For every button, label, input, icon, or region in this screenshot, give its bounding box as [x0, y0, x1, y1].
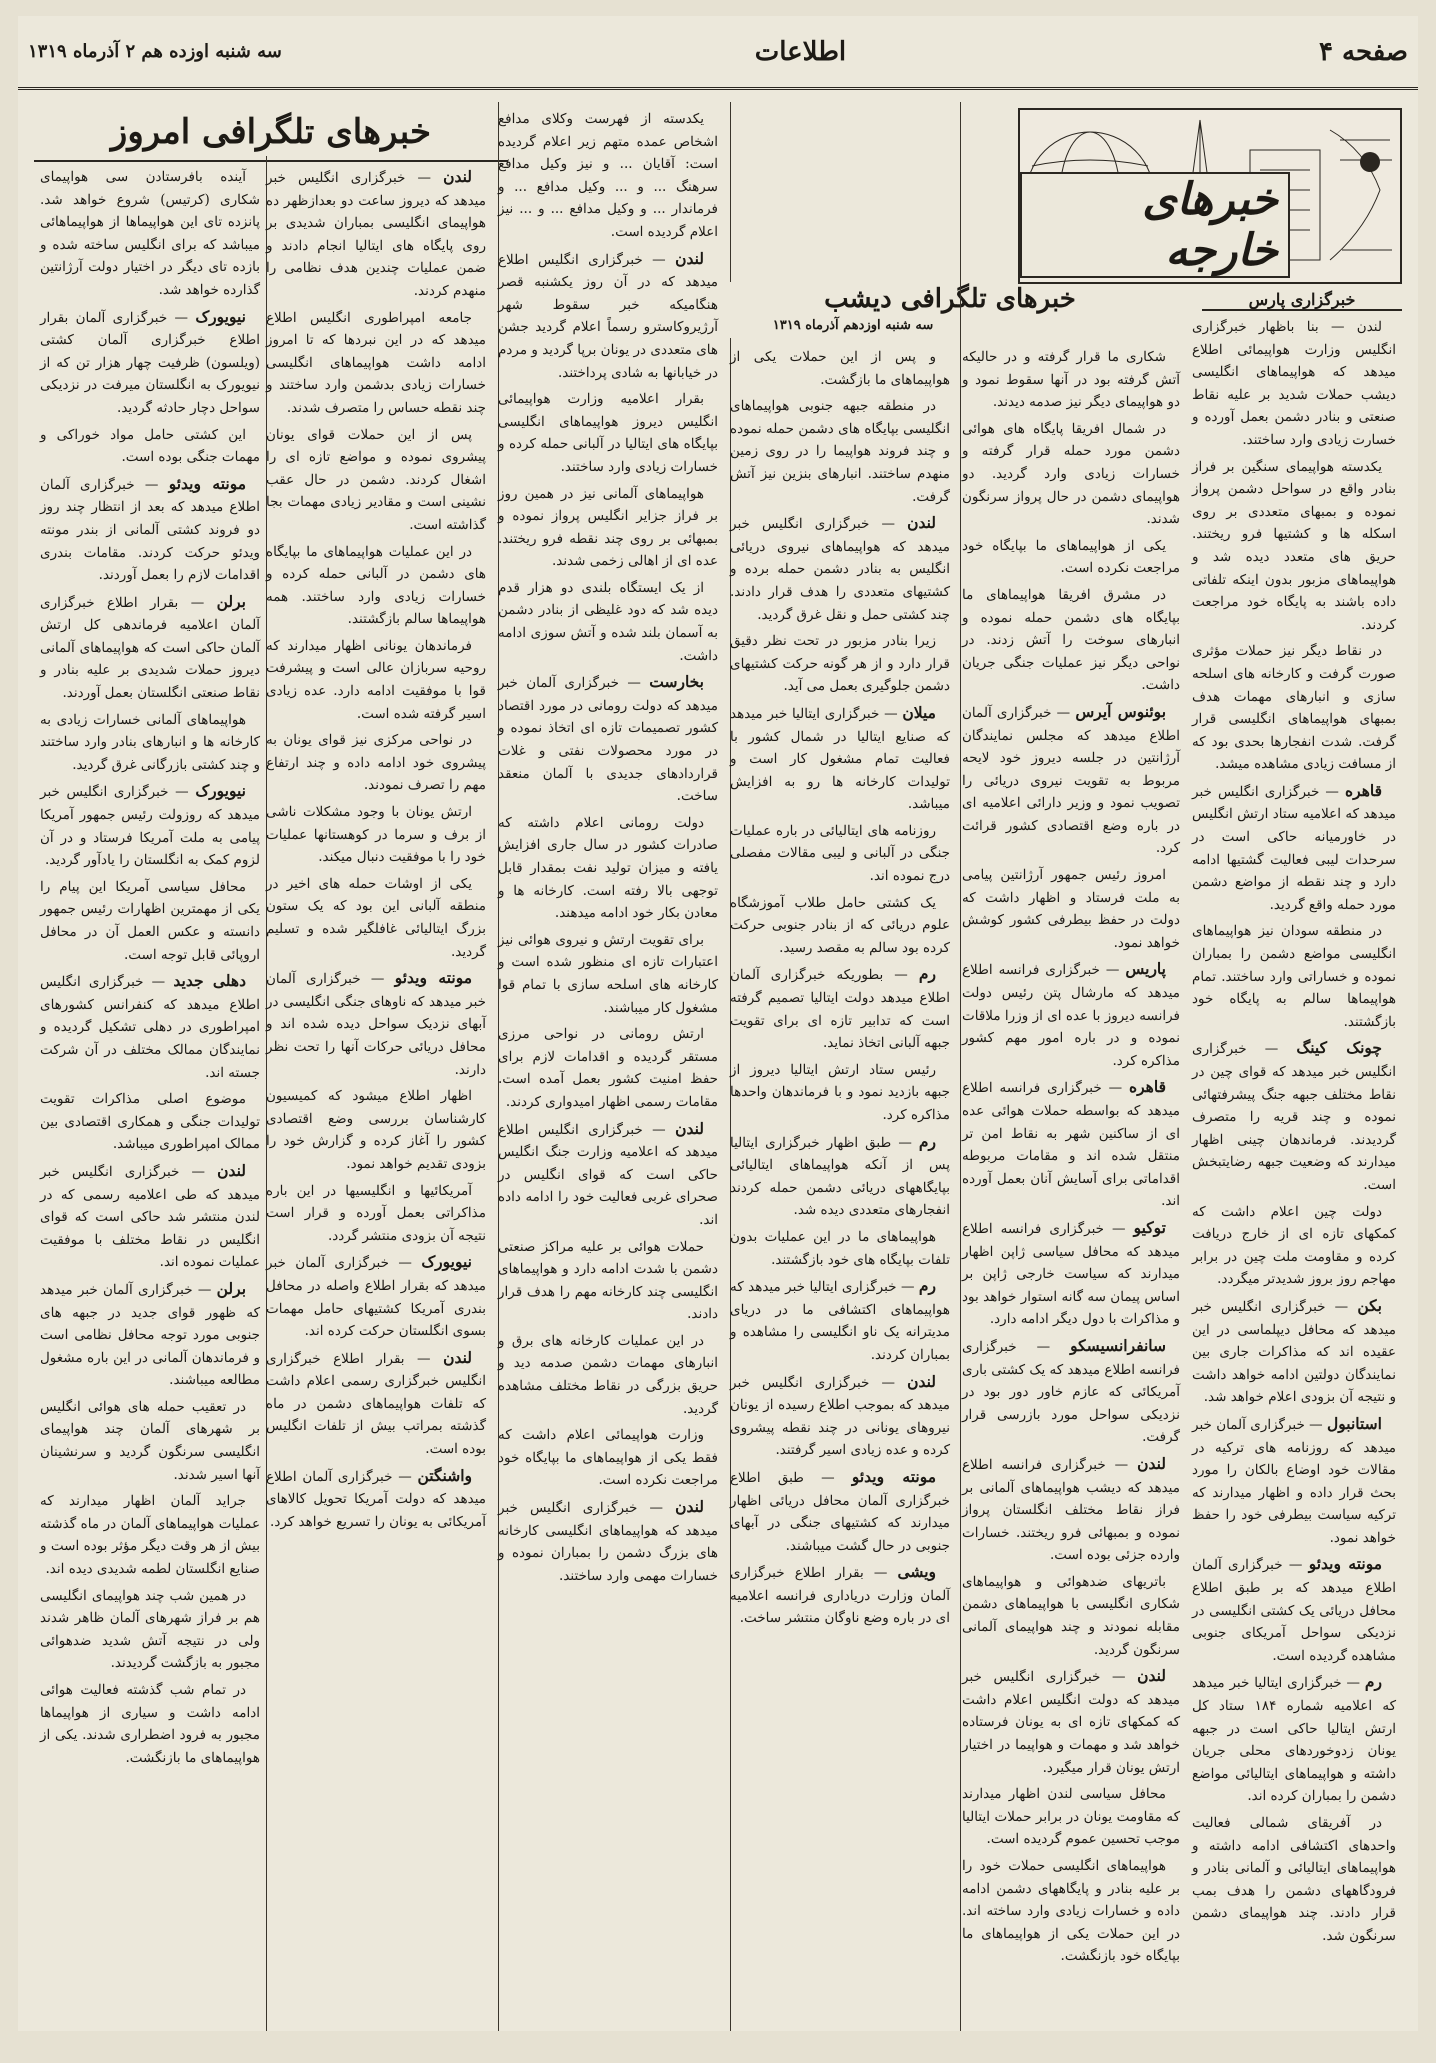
news-item	[40, 1088, 260, 1156]
news-text: — خبرگزاری آلمان اطلاع میدهد که دولت آمریکا تحویل کالاهای آمریکائی به یونان را تسریع خواهد کرد.	[266, 1468, 486, 1530]
news-item	[498, 812, 718, 925]
news-text: — خبرگزاری انگلیس خبر میدهد که هواپیماهای نیروی دریائی انگلیس به بنادر دشمن حمله برده و کشتیهای متعددی را هدف قرار دادند. چند کشتی حمل و نقل غرق گردید.	[730, 516, 950, 623]
news-dateline: لندن	[675, 1118, 704, 1138]
news-dateline: لندن	[217, 1160, 246, 1180]
news-dateline: لندن	[443, 167, 472, 186]
news-text: حملات هوائی بر علیه مراکز صنعتی دشمن با شدت ادامه دارد و هواپیماهای انگلیسی چند کارخانه مهم را هدف قرار دادند.	[498, 1238, 718, 1323]
news-item	[962, 1453, 1180, 1567]
news-column-3	[724, 346, 956, 2031]
news-item	[730, 1131, 950, 1222]
news-text: — خبرگزاری انگلیس اطلاع میدهد که در آن روز یکشنبه قصر هنگامیکه خبر سقوط شهر آرژیروکاسترو رسماً اعلام گردید جشن های متعددی در یونان برپا گردید و مردم در خیابانها به شادی پرداختند.	[498, 251, 718, 381]
news-text: بقرار اعلامیه وزارت هواپیمائی انگلیس دیروز هواپیماهای انگلیسی بپایگاه های ایتالیا در آلبانی حمله کرده و خسارات زیادی وارد ساختند.	[498, 391, 718, 475]
news-text: جراید آلمان اظهار میدارند که عملیات هواپیماهای آلمان در ماه گذشته بیش از هر وقت دیگر مؤثر بوده است و صنایع انگلستان لطمه شدیدی دیده اند.	[40, 1493, 260, 1578]
news-dateline: پاریس	[1125, 959, 1166, 979]
news-text: — خبرگزاری آلمان اطلاع میدهد که بعد از انتظار چند روز دو فروند کشتی آلمانی از بندر مونته ویدئو حرکت کردند. مقامات بندری اقدامات لازم را بعمل آوردند.	[40, 476, 260, 584]
news-text: ارتش یونان با وجود مشکلات ناشی از برف و سرما در کوهستانها عملیات خود را با موفقیت دنبال میکند.	[266, 804, 486, 866]
news-text: از یک ایستگاه بلندی دو هزار قدم دیده شد که دود غلیظی از بنادر دشمن به آسمان بلند شده و آتش سوزی ادامه داشت.	[498, 579, 718, 664]
news-item	[266, 1180, 486, 1248]
news-text: — خبرگزاری ایتالیا خبر میدهد که اعلامیه شماره ۱۸۴ ستاد کل ارتش ایتالیا حاکی است در جبهه یونان زدوخوردهای محلی جریان داشته و هواپیماهای ایتالیائی مواضع دشمن را بمباران کرده اند.	[1192, 1675, 1397, 1805]
news-text: — طبق اظهار خبرگزاری ایتالیا پس از آنکه هواپیماهای ایتالیائی بپایگاههای دریائی دشمن حمله کردند انفجارهای متعددی دیده شد.	[730, 1134, 950, 1219]
news-text: در تعقیب حمله های هوائی انگلیس بر شهرهای آلمان چند هواپیمای انگلیسی سرنگون گردید و سرنشینان آنها اسیر شدند.	[40, 1398, 260, 1483]
news-text: — خبرگزاری انگلیس خبر میدهد که هواپیماهای انگلیسی کارخانه های بزرگ دشمن را بمباران نموده و خسارات مهمی وارد ساختند.	[498, 1500, 718, 1584]
news-item	[962, 1855, 1180, 1968]
masthead	[18, 16, 1418, 90]
news-dateline: بکن	[1357, 1295, 1382, 1315]
news-item	[266, 541, 486, 631]
newspaper-name: اطلاعات	[754, 36, 847, 67]
news-item	[498, 929, 718, 1019]
news-text: — خبرگزاری فرانسه اطلاع میدهد که مارشال پتن رئیس دولت فرانسه دیروز با عده ای از وزرا ملاقات نموده و در باره امور مهم کشور مذاکره کرد.	[962, 962, 1180, 1069]
news-dateline: لندن	[907, 1371, 936, 1391]
news-text: در شمال افریقا پایگاه های هوائی دشمن مورد حمله قرار گرفته و خسارات زیادی وارد گردید. دو هواپیمای دشمن در حال پرواز سرنگون شدند.	[962, 420, 1180, 528]
news-item	[40, 780, 260, 871]
news-item	[498, 108, 718, 244]
news-column-5	[260, 166, 492, 2031]
news-item	[498, 1496, 718, 1587]
news-dateline: قاهره	[1345, 780, 1382, 800]
news-item	[962, 584, 1180, 697]
news-item	[962, 1783, 1180, 1851]
column-rule	[730, 102, 731, 282]
news-item	[266, 801, 486, 869]
news-item	[498, 483, 718, 573]
news-text: — خبرگزاری انگلیس خبر میدهد که بموجب اطلاع رسیده از یونان نیروهای یونانی در چند نقطه پیشروی کرده و عده زیادی اسیر گرفتند.	[730, 1374, 950, 1459]
news-text: — خبرگزاری آلمان خبر میدهد که بقرار اطلاع واصله در محافل بندری آمریکا کشتیهای حامل مهمات بسوی انگلستان حرکت کرده اند.	[266, 1255, 486, 1340]
news-column-1	[1186, 316, 1402, 2031]
news-item	[730, 1466, 950, 1557]
news-item	[266, 1251, 486, 1342]
news-item	[498, 577, 718, 667]
news-item	[1192, 456, 1396, 637]
news-text: اظهار اطلاع میشود که کمیسیون کارشناسان بررسی وضع اقتصادی کشور را آغاز کرده و گزارش خود را بزودی تقدیم خواهد نمود.	[266, 1088, 486, 1172]
news-text: یکدسته هواپیمای سنگین بر فراز بنادر واقع در سواحل دشمن پرواز نموده و بمبهای متعددی بر روی اسکله ها و کشتیها فرو ریختند. حریق های متعدد دیده شد و هواپیماهای مزبور بدون اینکه تلفاتی داده باشند به پایگاه خود مراجعت کردند.	[1192, 458, 1396, 633]
news-text: — خبرگزاری انگلیس خبر میدهد که دولت انگلیس اعلام داشت که کمکهای تازه ای به یونان فرستاده خواهد شد و مهمات و هواپیما در اختیار ارتش یونان قرار میگیرد.	[962, 1669, 1180, 1776]
news-item	[40, 1278, 260, 1392]
news-text: هواپیماهای آلمانی نیز در همین روز بر فراز جزایر انگلیس پرواز نموده و بمبهائی بر روی چند نقطه فرو ریختند. عده ای از اهالی زخمی شدند.	[498, 485, 718, 570]
news-item	[40, 1585, 260, 1675]
news-text: برای تقویت ارتش و نیروی هوائی نیز اعتبارات تازه ای منظور شده است و کارخانه های اسلحه سازی با تمام قوا مشغول کار میباشند.	[498, 931, 718, 1016]
news-dateline: لندن	[443, 1347, 472, 1367]
news-item	[40, 970, 260, 1084]
today-headline: خبرهای تلگرافی امروز	[34, 112, 508, 162]
news-item	[40, 1160, 260, 1274]
news-item	[962, 1335, 1180, 1449]
news-item	[1192, 1413, 1396, 1550]
news-item	[1192, 780, 1396, 917]
news-item	[962, 701, 1180, 860]
news-text: هواپیماهای آلمانی خسارات زیادی به کارخانه ها و انبارهای بنادر وارد ساختند و چند کشتی بازرگانی غرق گردید.	[40, 711, 260, 773]
news-text: رئیس ستاد ارتش ایتالیا دیروز از جبهه بازدید نمود و با فرماندهان واحدها مذاکره کرد.	[730, 1061, 950, 1123]
news-dateline: مونته ویدئو	[851, 1466, 937, 1486]
news-item	[266, 1347, 486, 1461]
news-dateline: نیویورک	[195, 306, 246, 326]
news-text: در آفریقای شمالی فعالیت واحدهای اکتشافی ادامه داشته و هواپیماهای ایتالیائی و آلمانی بنادر و فرودگاههای دشمن را هدف بمب قرار دادند. چند هواپیمای دشمن سرنگون شد.	[1192, 1815, 1396, 1944]
news-text: — خبرگزاری فرانسه اطلاع میدهد که محافل سیاسی ژاپن اظهار میدارند که سیاست خارجی ژاپن بر اساس پیمان سه گانه استوار خواهد بود و مذاکرات با دول دیگر ادامه دارد.	[962, 1220, 1180, 1328]
news-item	[40, 166, 260, 302]
news-text: یکی از هواپیماهای ما بپایگاه خود مراجعت نکرده است.	[962, 537, 1180, 577]
news-text: فرماندهان یونانی اظهار میدارند که روحیه سربازان عالی است و پیشرفت قوا با موفقیت ادامه دارد. عده زیادی اسیر گرفته شده است.	[266, 637, 486, 722]
news-text: — خبرگزاری فرانسه اطلاع میدهد که دیشب هواپیماهای آلمانی بر فراز نقاط مختلف انگلستان پرواز نموده و بمبهائی فرو ریختند. خسارات وارده جزئی بوده است.	[962, 1456, 1180, 1564]
news-text: — خبرگزاری ایتالیا خبر میدهد که صنایع ایتالیا در شمال کشور با فعالیت تمام مشغول کار است و تولیدات کارخانه ها رو به افزایش میباشد.	[730, 705, 950, 813]
news-item	[498, 1236, 718, 1326]
news-text: در مشرق افریقا هواپیماهای ما بپایگاه های دشمن حمله نموده و انبارهای سوخت را آتش زدند. در نواحی دیگر نیز عملیات جنگی جریان داشت.	[962, 586, 1180, 694]
pars-agency-label: خبرگزاری پارس	[1202, 290, 1402, 311]
news-item	[962, 1571, 1180, 1661]
news-text: دولت چین اعلام داشت که کمکهای تازه ای از خارج دریافت کرده و مقاومت ملت چین در برابر مهاجم روز بروز شدیدتر میگردد.	[1192, 1203, 1396, 1288]
news-column-4	[492, 108, 724, 2031]
news-text: — خبرگزاری انگلیس خبر میدهد که دیروز ساعت دو بعدازظهر ده هواپیمای انگلیسی بمباران شدیدی بر روی پایگاه های ایتالیا انجام دادند و ضمن عملیات چندین هدف نظامی را منهدم کردند.	[266, 170, 486, 299]
news-text: — خبرگزاری انگلیس خبر میدهد که طی اعلامیه رسمی که در لندن منتشر شد حاکی است که قوای انگلیس در نقاط مختلف با موفقیت عملیات نموده اند.	[40, 1163, 260, 1271]
news-item	[40, 424, 260, 469]
news-dateline: توکیو	[1133, 1217, 1166, 1237]
news-dateline: لندن	[1137, 1453, 1166, 1473]
news-item	[266, 873, 486, 963]
news-text: یکدسته از فهرست وکلای مدافع اشخاص عمده متهم زیر اعلام گردیده است: آقایان ... و نیز وکیل مدافع سرهنگ ... و ... وکیل مدافع ... و فرماندار ... و وکیل مدافع ... و ... نیز اعلام گردیده است.	[498, 111, 718, 240]
news-dateline: مونته ویدئو	[1308, 1554, 1383, 1574]
news-item	[730, 1275, 950, 1366]
news-item	[730, 892, 950, 960]
news-text: هواپیماهای انگلیسی حملات خود را بر علیه بنادر و پایگاههای دشمن ادامه داده و خسارات زیادی وارد ساخته اند. در این حملات یکی از هواپیماهای ما بپایگاه خود بازنگشت.	[962, 1858, 1180, 1965]
news-item	[730, 1371, 950, 1462]
news-dateline: لندن	[675, 1497, 704, 1517]
news-text: در این عملیات هواپیماهای ما بپایگاه های دشمن در آلبانی حمله کرده و خسارات زیادی وارد ساختند. همه هواپیماها سالم بازگشتند.	[266, 543, 486, 628]
news-text: — خبرگزاری آلمان بقرار اطلاع خبرگزاری آلمان کشتی (ویلسون) ظرفیت چهار هزار تن که از نیویورک به انگلستان میرفت در نزدیکی سواحل دچار حادثه گردید.	[40, 309, 260, 416]
news-dateline: سانفرانسیسکو	[1070, 1335, 1167, 1355]
news-item	[266, 1085, 486, 1175]
news-text: در نقاط دیگر نیز حملات مؤثری صورت گرفت و کارخانه های اسلحه سازی و انبارهای مهمات هدف بمبهای هواپیماهای انگلیسی قرار گرفت. شدت انفجارها بحدی بود که از مسافت زیادی مشاهده میشد.	[1192, 643, 1396, 773]
news-item	[498, 388, 718, 478]
news-item	[498, 1330, 718, 1420]
news-column-2	[956, 346, 1186, 2031]
news-item	[962, 346, 1180, 414]
news-item	[40, 1490, 260, 1580]
news-text: — خبرگزاری ایتالیا خبر میدهد که هواپیماهای اکتشافی ما در دریای مدیترانه یک ناو انگلیسی را مشاهده و بمباران کردند.	[730, 1279, 950, 1363]
news-item	[266, 424, 486, 537]
news-text: — خبرگزاری آلمان خبر میدهد که ناوهای جنگی انگلیسی در آبهای نزدیک سواحل دیده شده اند و محافل دریائی حرکات آنها را تحت نظر دارند.	[266, 971, 486, 1078]
news-text: ارتش رومانی در نواحی مرزی مستقر گردیده و اقدامات لازم برای حفظ امنیت کشور بعمل آمده است. مقامات رسمی اظهار امیدواری کردند.	[498, 1026, 718, 1110]
issue-date: سه شنبه اوزده هم ۲ آذرماه ۱۳۱۹	[28, 41, 282, 62]
news-item	[730, 963, 950, 1054]
news-item	[40, 306, 260, 420]
news-text: — خبرگزاری انگلیس اطلاع میدهد که کنفرانس کشورهای امپراطوری در دهلی تشکیل گردیده و نمایندگان ممالک مختلف در آن شرکت جسته اند.	[40, 974, 260, 1081]
news-text: زیرا بنادر مزبور در تحت نظر دقیق قرار دارد و از هر گونه حرکت کشتیهای دشمن جلوگیری بعمل می آید.	[730, 633, 950, 695]
news-text: — خبرگزاری فرانسه اطلاع میدهد که بواسطه حملات هوائی عده ای از ساکنین شهر به نقاط امن تر منتقل شده اند و مقامات مربوطه اقداماتی برای آسایش آنان بعمل آورده اند.	[962, 1080, 1180, 1210]
news-item	[962, 535, 1180, 580]
news-text: در تمام شب گذشته فعالیت هوائی ادامه داشت و سیاری از هواپیماها مجبور به فرود اضطراری شدند. یکی از هواپیماهای ما بازنگشت.	[40, 1682, 260, 1766]
news-text: این کشتی حامل مواد خوراکی و مهمات جنگی بوده است.	[40, 426, 260, 466]
news-text: — خبرگزاری فرانسه اطلاع میدهد که یک کشتی باری آمریکائی که عازم خاور دور بود در نزدیکی سواحل مورد بازرسی قرار گرفت.	[962, 1338, 1180, 1446]
foreign-news-title: خبرهای خارجه	[1020, 172, 1290, 278]
news-text: — بقرار اطلاع خبرگزاری آلمان اعلامیه فرماندهی کل ارتش آلمان حاکی است که هواپیماهای آلمانی دیروز حملات شدیدی بر علیه بنادر و نقاط صنعتی انگلستان بعمل آوردند.	[40, 594, 260, 702]
news-text: لندن — بنا باظهار خبرگزاری انگلیس وزارت هواپیمائی اطلاع میدهد که هواپیماهای انگلیسی دیشب حملات شدید بر علیه نقاط صنعتی و بنادر دشمن بعمل آورده و خسارت زیادی وارد ساختند.	[1192, 319, 1396, 448]
news-item	[498, 1118, 718, 1232]
news-text: شکاری ما قرار گرفته و در حالیکه آتش گرفته بود در آنها سقوط نمود و دو هواپیمای دیگر نیز صدمه دیدند.	[962, 349, 1180, 411]
news-text: باتریهای ضدهوائی و هواپیماهای شکاری انگلیسی با هواپیماهای دشمن مقابله نمودند و چند هواپیمای آلمانی سرنگون گردید.	[962, 1573, 1180, 1658]
news-dateline: نیویورک	[195, 781, 246, 801]
news-item	[498, 1424, 718, 1492]
news-text: یکی از اوشات حمله های اخیر در منطقه آلبانی این بود که یک ستون بزرگ ایتالیائی غافلگیر شده و تسلیم گردید.	[266, 875, 486, 960]
news-dateline: رم	[918, 964, 936, 984]
news-item	[498, 1023, 718, 1113]
news-dateline: بوئنوس آیرس	[1075, 701, 1167, 721]
news-item	[40, 591, 260, 705]
news-item	[40, 1396, 260, 1486]
news-item	[962, 1665, 1180, 1779]
news-text: آینده بافرستادن سی هواپیمای شکاری (کرتیس) شروع خواهد شد. پانزده تای این هواپیماها از هواپیماهائی میباشد که برای انگلیس ساخته شده و بازده تای دیگر در اختیار دولت آرژانتین گذارده خواهد شد.	[40, 169, 260, 298]
news-item	[40, 1679, 260, 1769]
news-dateline: بخارست	[649, 672, 704, 692]
news-dateline: برلن	[216, 591, 246, 611]
news-item	[1192, 1671, 1396, 1808]
news-column-6	[34, 166, 266, 2031]
news-dateline: نیویورک	[421, 1252, 472, 1272]
news-text: — خبرگزاری انگلیس خبر میدهد که روزولت رئیس جمهور آمریکا پیامی به ملت آمریکا فرستاد و در آن لزوم کمک به انگلستان را یادآور گردید.	[40, 784, 260, 869]
news-text: — خبرگزاری انگلیس خبر میدهد که قوای چین در نقاط مختلف جبهه جنگ پیشرفتهائی نموده و چند قریه را متصرف گردیدند. فرماندهان چینی اظهار میدارند که وضعیت جبهه رضایتبخش است.	[1192, 1041, 1396, 1193]
news-text: پس از این حملات قوای یونان پیشروی نموده و مواضع تازه ای را اشغال کردند. دشمن در حال عقب نشینی است و مقادیر زیادی مهمات بجا گذاشته است.	[266, 426, 486, 533]
news-item	[730, 1059, 950, 1127]
news-dateline: دهلی جدید	[173, 971, 246, 991]
news-text: — خبرگزاری آلمان اطلاع میدهد که مجلس نمایندگان آرژانتین در جلسه دیروز خود لایحه مربوط به تقویت نیروی دریائی را تصویب نمود و وزیر دارائی اعلامیه ای در باره وضع اقتصادی کشور قرائت کرد.	[962, 704, 1180, 857]
news-item	[266, 1465, 486, 1534]
headline-date: سه شنبه اوزدهم آذرماه ۱۳۱۹	[772, 318, 934, 333]
news-item	[730, 820, 950, 888]
news-item	[1192, 1201, 1396, 1291]
news-dateline: چونک کینگ	[1296, 1038, 1383, 1058]
news-item	[1192, 920, 1396, 1033]
news-item	[266, 166, 486, 303]
news-item	[1192, 316, 1396, 452]
news-text: روزنامه های ایتالیائی در باره عملیات جنگی در آلبانی و لیبی مقالات مفصلی درج نموده اند.	[730, 822, 950, 885]
news-item	[266, 307, 486, 420]
news-text: یک کشتی حامل طلاب آموزشگاه علوم دریائی که از بنادر جنوبی حرکت کرده بود سالم به مقصد رسید.	[730, 894, 950, 956]
news-item	[40, 473, 260, 587]
news-dateline: ویشی	[897, 1562, 936, 1582]
news-text: — بقرار اطلاع خبرگزاری آلمان وزارت دریاداری فرانسه اعلامیه ای در باره وضع ناوگان منتشر ساخت.	[730, 1565, 950, 1627]
news-dateline: مونته ویدئو	[394, 968, 473, 988]
news-item	[962, 958, 1180, 1072]
news-text: — خبرگزاری آلمان خبر میدهد که ظهور قوای جدید در جبهه های جنوبی مورد توجه محافل نظامی است و فرماندهان آلمانی در این باره مشغول مطالعه میباشند.	[40, 1281, 260, 1389]
news-text: امروز رئیس جمهور آرژانتین پیامی به ملت فرستاد و اظهار داشت که دولت در حفظ بیطرفی کشور کوشش خواهد نمود.	[962, 867, 1180, 951]
newspaper-page	[18, 16, 1418, 2031]
news-item	[266, 729, 486, 797]
news-text: در منطقه جبهه جنوبی هواپیماهای انگلیسی بپایگاه های دشمن حمله نموده و چند فروند هواپیما را در روی زمین منهدم ساختند. انبارهای بنزین نیز آتش گرفت.	[730, 398, 950, 505]
news-item	[730, 702, 950, 816]
news-item	[1192, 1037, 1396, 1196]
news-text: و پس از این حملات یکی از هواپیماهای ما بازگشت.	[730, 349, 950, 388]
news-dateline: رم	[1364, 1672, 1382, 1692]
news-item	[1192, 640, 1396, 776]
news-text: — خبرگزاری آلمان خبر میدهد که دولت رومانی در مورد اقتصاد کشور تصمیمات تازه ای اتخاذ نموده و در مورد محصولات نفتی و غلات قراردادهای جدیدی با آلمان منعقد ساخت.	[498, 675, 718, 805]
news-dateline: استانبول	[1327, 1413, 1382, 1433]
news-dateline: قاهره	[1129, 1077, 1166, 1097]
news-item	[730, 1226, 950, 1271]
news-text: دولت رومانی اعلام داشته که صادرات کشور در سال جاری افزایش یافته و میزان تولید نفت بمقدار قابل توجهی بالا رفته است. کارخانه ها و معادن بکار خود ادامه میدهند.	[498, 814, 718, 922]
news-text: جامعه امپراطوری انگلیس اطلاع میدهد که در این نبردها که تا امروز ادامه داشت هواپیماهای انگلیسی خسارات زیادی بدشمن وارد ساختند و چند نقطه حساس را متصرف شدند.	[266, 309, 486, 416]
news-item	[266, 967, 486, 1081]
news-text: هواپیماهای ما در این عملیات بدون تلفات بپایگاه های خود بازگشتند.	[730, 1228, 950, 1268]
news-item	[730, 395, 950, 508]
news-item	[962, 864, 1180, 954]
news-item	[962, 1076, 1180, 1213]
news-dateline: واشنگتن	[417, 1465, 472, 1485]
news-text: — خبرگزاری انگلیس خبر میدهد که محافل دیپلماسی در این عقیده اند که مذاکرات جاری بین نمایندگان دولتین ادامه خواهد داشت و نتیجه آن بزودی اعلام خواهد شد.	[1192, 1298, 1396, 1406]
news-item	[962, 1217, 1180, 1331]
page-number: صفحه ۴	[1319, 36, 1408, 67]
news-text: — خبرگزاری انگلیس اطلاع میدهد که اعلامیه وزارت جنگ انگلیس حاکی است که قوای انگلیس در صحرای غربی فعالیت خود را ادامه داده اند.	[498, 1121, 718, 1228]
news-item	[730, 346, 950, 391]
news-item	[40, 709, 260, 777]
foreign-news-banner	[1018, 108, 1402, 284]
news-dateline: برلن	[216, 1278, 247, 1298]
news-dateline: مونته ویدئو	[168, 473, 247, 493]
news-text: محافل سیاسی آمریکا این پیام را یکی از مهمترین اظهارات رئیس جمهور دانسته و عکس العمل آن در محافل اروپائی قابل توجه است.	[40, 878, 260, 963]
news-text: — خبرگزاری آلمان خبر میدهد که روزنامه های ترکیه در مقالات خود اوضاع بالکان را مورد بحث قرار داده و اظهار میدارند که ترکیه سیاست بیطرفی خود را حفظ خواهد نمود.	[1192, 1416, 1396, 1546]
news-text: — طبق اطلاع خبرگزاری آلمان محافل دریائی اظهار میدارند که کشتیهای جنگی در آبهای جنوبی در حال گشت میباشند.	[730, 1469, 950, 1554]
news-item	[962, 418, 1180, 531]
news-item	[1192, 1812, 1396, 1948]
news-item	[498, 671, 718, 808]
news-dateline: رم	[918, 1276, 936, 1296]
news-item	[40, 876, 260, 966]
news-text: — خبرگزاری آلمان اطلاع میدهد که بر طبق اطلاع محافل دریائی یک کشتی انگلیسی در نزدیکی سواحل آمریکای جنوبی مشاهده گردیده است.	[1192, 1557, 1396, 1664]
news-dateline: لندن	[675, 248, 704, 268]
news-item	[266, 635, 486, 725]
news-text: — بقرار اطلاع خبرگزاری انگلیس خبرگزاری رسمی اعلام داشت که تلفات هواپیماهای دشمن در ماه گذشته بمراتب بیش از تلفات انگلیس بوده است.	[266, 1350, 486, 1458]
news-item	[730, 630, 950, 698]
news-text: موضوع اصلی مذاکرات تقویت تولیدات جنگی و همکاری اقتصادی بین ممالک امپراطوری میباشد.	[40, 1091, 260, 1153]
news-item	[730, 1561, 950, 1630]
news-text: محافل سیاسی لندن اظهار میدارند که مقاومت یونان در برابر حملات ایتالیا موجب تحسین عموم گردیده است.	[962, 1786, 1180, 1848]
news-dateline: رم	[918, 1131, 937, 1151]
last-night-headline: خبرهای تلگرافی دیشب	[824, 284, 1076, 314]
news-dateline: میلان	[902, 702, 936, 722]
news-text: — بطوریکه خبرگزاری آلمان اطلاع میدهد دولت ایتالیا تصمیم گرفته است که تدابیر تازه ای برای تقویت جبهه آلبانی اتخاذ نماید.	[730, 967, 950, 1052]
news-text: وزارت هواپیمائی اعلام داشت که فقط یکی از هواپیماهای ما بپایگاه خود مراجعت نکرده است.	[498, 1427, 718, 1489]
news-text: در این عملیات کارخانه های برق و انبارهای مهمات دشمن صدمه دید و حریق بزرگی در نقاط مختلف مشاهده گردید.	[498, 1332, 718, 1417]
news-item	[1192, 1553, 1396, 1667]
news-text: در همین شب چند هواپیمای انگلیسی هم بر فراز شهرهای آلمان ظاهر شدند ولی در نتیجه آتش شدید ضدهوائی مجبور به بازگشت گردیدند.	[40, 1587, 260, 1672]
news-text: — خبرگزاری انگلیس خبر میدهد که اعلامیه ستاد ارتش انگلیس در خاورمیانه حاکی است در سرحدات لیبی فعالیت گشتیها ادامه دارد و چند نقطه از مواضع دشمن مورد حمله واقع گردید.	[1192, 783, 1396, 913]
news-text: در نواحی مرکزی نیز قوای یونان به پیشروی خود ادامه داده و چند ارتفاع مهم را تصرف نمودند.	[266, 732, 486, 794]
news-dateline: لندن	[1137, 1666, 1166, 1686]
news-dateline: لندن	[907, 513, 936, 533]
news-item	[498, 248, 718, 385]
news-item	[1192, 1295, 1396, 1409]
news-text: آمریکائیها و انگلیسیها در این باره مذاکراتی بعمل آورده و قرار است نتیجه آن بزودی منتشر گردد.	[266, 1182, 486, 1244]
news-item	[730, 512, 950, 626]
news-text: در منطقه سودان نیز هواپیماهای انگلیسی مواضع دشمن را بمباران نموده و خساراتی وارد ساختند. تمام هواپیماها سالم به پایگاه خود بازگشتند.	[1192, 923, 1396, 1030]
